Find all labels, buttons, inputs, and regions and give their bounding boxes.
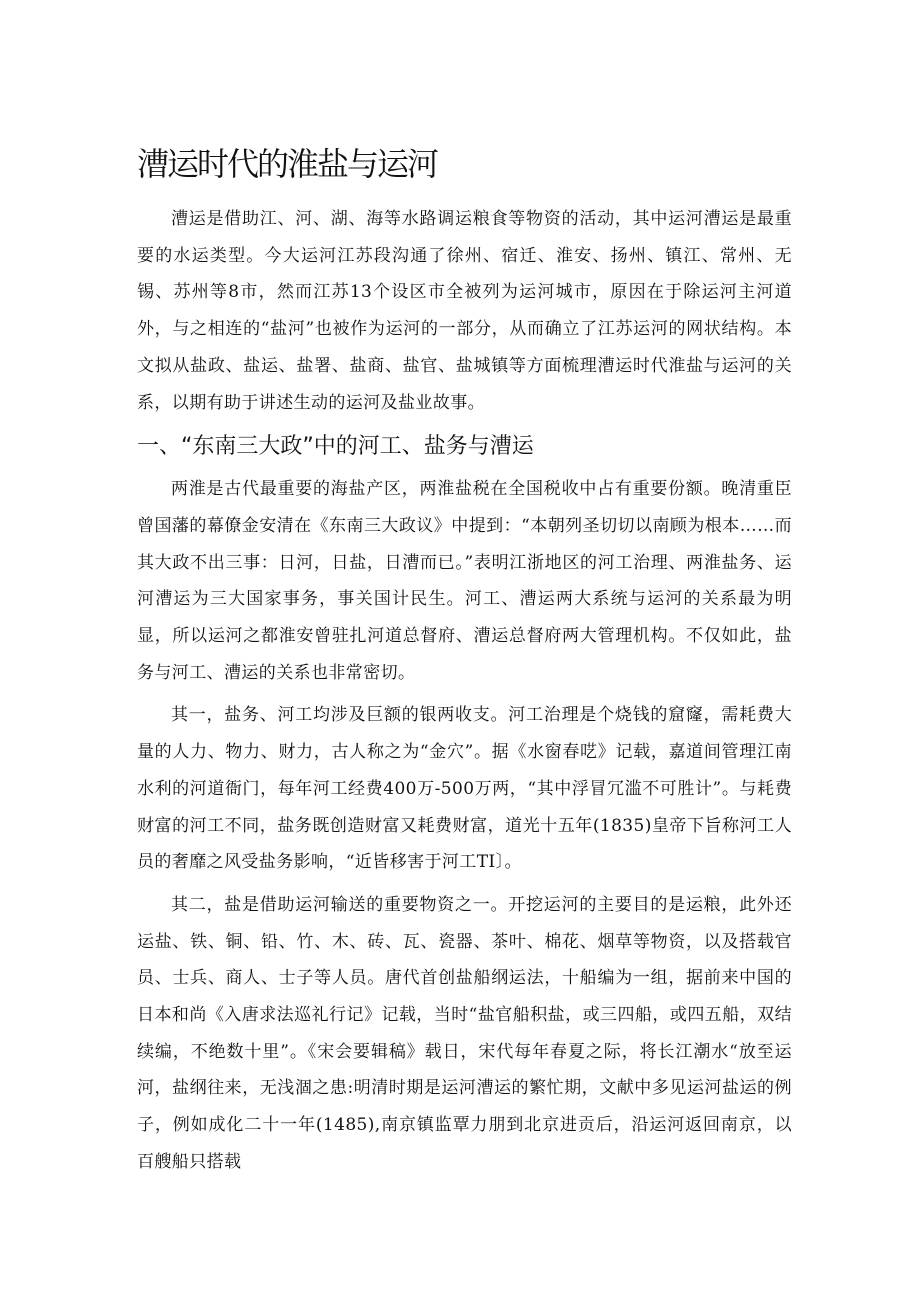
section-paragraph-3: 其二，盐是借助运河输送的重要物资之一。开挖运河的主要目的是运粮，此外还运盐、铁、铜、铅、竹、木、砖、瓦、瓷器、茶叶、棉花、烟草等物资，以及搭载官员、士兵、商人、士子等人员。唐代首创盐船纲运法，十船编为一组，据前来中国的日本和尚《入唐求法巡礼行记》记载，当时“盐官船积盐，或三四船，或四五船，双结续编，不绝数十里”。《宋会要辑稿》载日，宋代每年春夏之际，将长江潮水“放至运河，盐纲往来，无浅涸之患:明清时期是运河漕运的繁忙期，文献中多见运河盐运的例子，例如成化二十一年(1485),南京镇监覃力朋到北京进贡后，沿运河返回南京，以百艘船只搭载 — [137, 894, 792, 1172]
section-heading: 一、“东南三大政”中的河工、盐务与漕运 — [137, 434, 534, 460]
section-paragraph-1: 两淮是古代最重要的海盐产区，两淮盐税在全国税收中占有重要份额。晚清重臣曾国藩的幕僚金安清在《东南三大政议》中提到：“本朝列圣切切以南顾为根本……而其大政不出三事：日河，日盐，日漕而已。”表明江浙地区的河工治理、两淮盐务、运河漕运为三大国家事务，事关国计民生。河工、漕运两大系统与运河的关系最为明显，所以运河之都淮安曾驻扎河道总督府、漕运总督府两大管理机构。不仅如此，盐务与河工、漕运的关系也非常密切。 — [137, 479, 792, 683]
intro-paragraph: 漕运是借助江、河、湖、海等水路调运粮食等物资的活动，其中运河漕运是最重要的水运类型。今大运河江苏段沟通了徐州、宿迁、淮安、扬州、镇江、常州、无锡、苏州等8市，然而江苏13个设区市全被列为运河城市，原因在于除运河主河道外，与之相连的“盐河”也被作为运河的一部分，从而确立了江苏运河的网状结构。本文拟从盐政、盐运、盐署、盐商、盐官、盐城镇等方面梳理漕运时代淮盐与运河的关系，以期有助于讲述生动的运河及盐业故事。 — [137, 209, 792, 413]
section-paragraph-2: 其一，盐务、河工均涉及巨额的银两收支。河工治理是个烧钱的窟窿，需耗费大量的人力、物力、财力，古人称之为“金穴”。据《水窗春呓》记载，嘉道间管理江南水利的河道衙门，每年河工经费400万-500万两，“其中浮冒冗滥不可胜计”。与耗费财富的河工不同，盐务既创造财富又耗费财富，道光十五年(1835)皇帝下旨称河工人员的奢靡之风受盐务影响，“近皆移害于河工TI〕。 — [137, 705, 792, 873]
document-page — [137, 138, 792, 1181]
document-title: 漕运时代的淮盐与运河 — [137, 145, 438, 183]
